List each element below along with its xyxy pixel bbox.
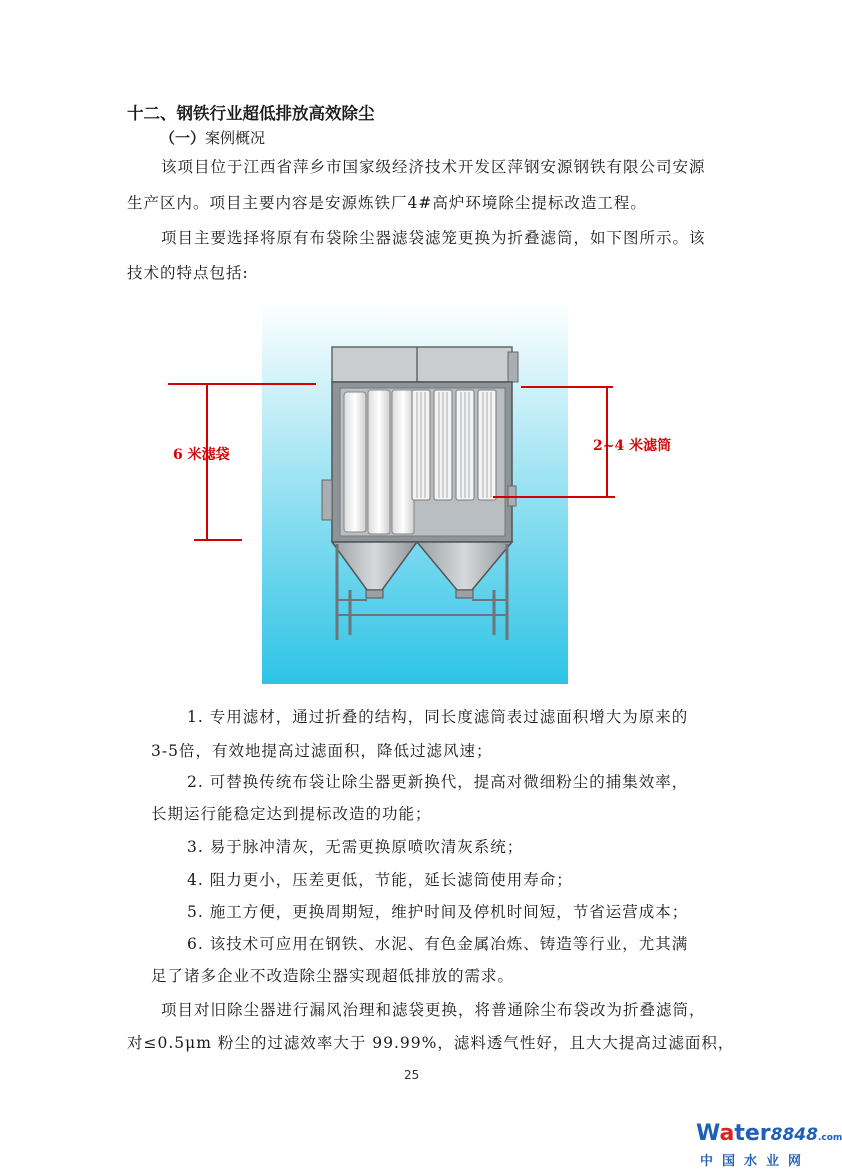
label-6m-filter-bags: 6 米滤袋 bbox=[173, 447, 230, 463]
intro-para1-line2: 生产区内。项目主要内容是安源炼铁厂4#高炉环境除尘提标改造工程。 bbox=[127, 194, 647, 212]
dust-collector-figure bbox=[262, 300, 568, 684]
section-heading: 十二、钢铁行业超低排放高效除尘 bbox=[127, 104, 375, 123]
feature-4: 4. 阻力更小，压差更低，节能，延长滤筒使用寿命； bbox=[187, 871, 573, 889]
feature-1-line2: 3-5倍，有效地提高过滤面积，降低过滤风速； bbox=[151, 742, 493, 760]
feature-2-line2: 长期运行能稳定达到提标改造的功能； bbox=[151, 805, 432, 823]
page-number: 25 bbox=[404, 1068, 420, 1082]
subheading-mark: （一） bbox=[160, 129, 206, 147]
feature-6-line1: 6. 该技术可应用在钢铁、水泥、有色金属冶炼、铸造等行业，尤其满 bbox=[187, 935, 689, 953]
feature-2-line1: 2. 可替换传统布袋让除尘器更新换代，提高对微细粉尘的捕集效率， bbox=[187, 773, 689, 791]
closing-para-line2: 对≤0.5μm 粉尘的过滤效率大于 99.99%，滤料透气性好，且大大提高过滤面积， bbox=[127, 1034, 735, 1052]
intro-para1-line1: 该项目位于江西省萍乡市国家级经济技术开发区萍钢安源钢铁有限公司安源 bbox=[161, 158, 706, 176]
intro-para2-line2: 技术的特点包括: bbox=[127, 264, 249, 282]
filter-bags-6m bbox=[344, 390, 414, 534]
subheading-title: 案例概况 bbox=[205, 129, 266, 147]
feature-6-line2: 足了诸多企业不改造除尘器实现超低排放的需求。 bbox=[151, 967, 515, 985]
intro-para2-line1: 项目主要选择将原有布袋除尘器滤袋滤笼更换为折叠滤筒，如下图所示。该 bbox=[161, 229, 706, 247]
closing-para-line1: 项目对旧除尘器进行漏风治理和滤袋更换，将普通除尘布袋改为折叠滤筒， bbox=[161, 1001, 706, 1019]
feature-5: 5. 施工方便，更换周期短，维护时间及停机时间短，节省运营成本； bbox=[187, 903, 689, 921]
water8848-watermark-logo: Water8848.com 中国水业网 bbox=[696, 1121, 842, 1169]
feature-3: 3. 易于脉冲清灰，无需更换原喷吹清灰系统； bbox=[187, 838, 524, 856]
label-2-4m-cartridges: 2~4 米滤筒 bbox=[593, 438, 672, 454]
case-overview-subheading bbox=[160, 127, 265, 148]
feature-1-line1: 1. 专用滤材，通过折叠的结构，同长度滤筒表过滤面积增大为原来的 bbox=[187, 708, 689, 726]
